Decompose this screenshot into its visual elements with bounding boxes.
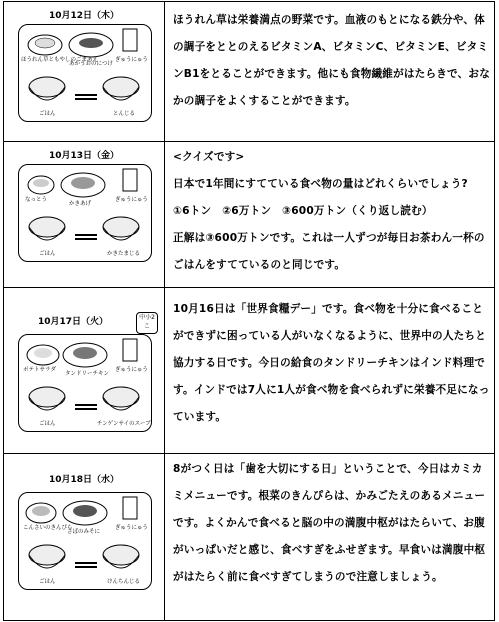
tray-illustration [4, 454, 165, 620]
dish-label: ごはん [39, 421, 56, 427]
menu-table [3, 1, 495, 621]
quiz-heading: <クイズです> [173, 151, 245, 163]
dish-label: ぎゅうにゅう [115, 57, 148, 63]
tray-dishes [19, 335, 151, 431]
dish-label: こんさいのきんぴら [23, 525, 73, 531]
description-text: 10月16日は「世界食糧デー」です。食べ物を十分に食べることができずに困っている人がいなくなるように、世界中の人たちと協力する日です。今日の給食のタンドリーチキンはインド料理です。インドでは7人に1人が食べ物を食べられずに栄養不足になっています。 [173, 303, 490, 423]
dish-label: ごはん [39, 579, 56, 585]
dish-label: かきあげ [69, 201, 92, 207]
dish-label: さばのみそに [67, 529, 101, 535]
dish-label: ほうれん草ともやしのごまあえ [21, 57, 99, 63]
dish-label: とんじる [113, 111, 136, 117]
tray-illustration [4, 142, 165, 287]
dish-label: ごはん [39, 251, 56, 257]
description [165, 454, 494, 620]
quiz-choices: ①6トン ②6万トン ③600万トン（くり返し読む） [173, 205, 433, 217]
dish-label: チンゲンサイのスープ [97, 421, 151, 427]
dish-label: ぎゅうにゅう [115, 367, 148, 373]
description-text: 8がつく日は「歯を大切にする日」ということで、今日はカミカミメニューです。根菜のきんぴらは、かみごたえのあるメニューです。よくかんで食べると脳の中の満腹中枢がはたらいて、お腹がいっぱいだと感じ、食べすぎをふせぎます。早食いは満腹中枢がはたらく前に食べすぎてしまうので注意しましょう。 [173, 463, 486, 583]
tray-illustration [4, 288, 165, 453]
dish-label: けんちんじる [107, 579, 141, 585]
dish-label: ぎゅうにゅう [115, 525, 148, 531]
tray [18, 492, 152, 590]
quiz-answer: 正解は③600万トンです。これは一人ずつが毎日お茶わん一杯のごはんをすてているのと同じです。 [173, 232, 485, 271]
date-label: 10月17日（火） [38, 317, 109, 327]
dish-label: あかうおのにつけ [69, 61, 113, 67]
day-row [4, 2, 494, 142]
dish-label: なっとう [25, 197, 48, 203]
day-row [4, 142, 494, 288]
tray-dishes [19, 25, 151, 121]
dish-label: かきたまじる [107, 251, 141, 257]
dish-label: ぎゅうにゅう [115, 197, 148, 203]
tray-dishes [19, 493, 151, 589]
tray-illustration [4, 2, 165, 141]
quiz [165, 142, 494, 287]
tray [18, 24, 152, 122]
tray [18, 334, 152, 432]
tray [18, 164, 152, 262]
dish-label: タンドリーチキン [65, 371, 109, 377]
date-label: 10月12日（木） [48, 11, 120, 21]
description-text: ほうれん草は栄養満点の野菜です。血液のもとになる鉄分や、体の調子をととのえるビタミンA、ビタミンC、ビタミンE、ビタミンB1をとることができます。他にも食物繊維がはたらきで、おなかの調子をよくすることができます。 [173, 14, 491, 107]
tray-dishes [19, 165, 151, 261]
description [165, 288, 494, 453]
day-row [4, 288, 494, 454]
date-label: 10月18日（水） [48, 475, 120, 485]
quiz-question: 日本で1年間にすてている食べ物の量はどれくらいでしょう? [173, 178, 468, 190]
dish-label: ごはん [39, 111, 56, 117]
dish-label: ポテトサラダ [23, 367, 56, 373]
description [165, 2, 494, 141]
note-badge: 中小2こ [136, 312, 158, 334]
day-row [4, 454, 494, 620]
date-label: 10月13日（金） [48, 151, 120, 161]
